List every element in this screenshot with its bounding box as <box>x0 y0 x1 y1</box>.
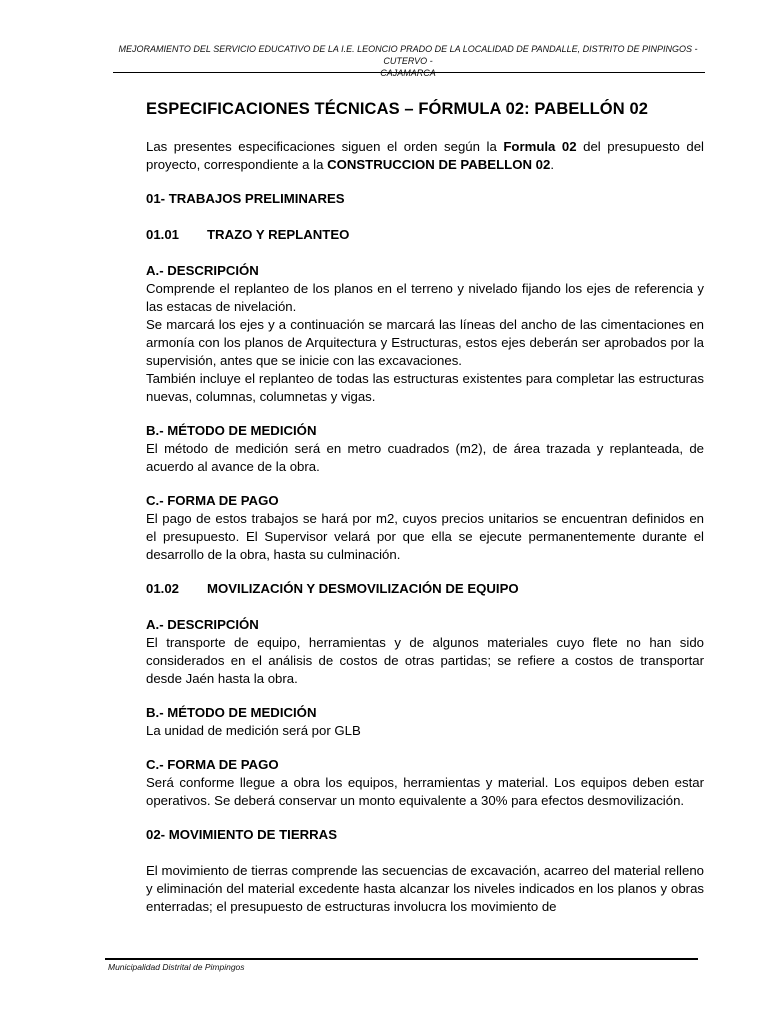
item-0101-description-heading: A.- DESCRIPCIÓN <box>146 263 259 278</box>
item-0101-number: 01.01 <box>146 227 180 242</box>
item-0101-payment-heading: C.- FORMA DE PAGO <box>146 493 279 508</box>
footer-divider <box>105 958 698 960</box>
intro-text-2: del presupuesto del proyecto, correspondiente a la <box>146 139 704 172</box>
item-0102-description-heading: A.- DESCRIPCIÓN <box>146 617 259 632</box>
intro-bold-2: CONSTRUCCION DE PABELLON 02 <box>327 157 551 172</box>
item-0102-heading <box>146 580 704 598</box>
item-0102-method-text: La unidad de medición será por GLB <box>146 723 361 738</box>
item-0102-method-heading: B.- MÉTODO DE MEDICIÓN <box>146 705 317 720</box>
section-02-title: 02- MOVIMIENTO DE TIERRAS <box>146 827 337 842</box>
item-0101-title: TRAZO Y REPLANTEO <box>207 227 350 242</box>
header-line-1: MEJORAMIENTO DEL SERVICIO EDUCATIVO DE LA I.E. LEONCIO PRADO DE LA LOCALIDAD DE PANDALLE, DISTRITO DE PINPINGOS - CUTERVO - <box>118 44 698 66</box>
intro-bold-1: Formula 02 <box>503 139 577 154</box>
page-footer: Municipalidad Distrital de Pimpingos <box>108 962 245 972</box>
item-0101-description-p3: También incluye el replanteo de todas las estructuras existentes para completar las estructuras nuevas, columnas, columnetas y vigas. <box>146 371 704 404</box>
item-0101-payment-text: El pago de estos trabajos se hará por m2, cuyos precios unitarios se encuentran definidos en el presupuesto. El Supervisor velará por que ella se ejecute permanentemente durante el desarrollo de la obra, hasta su culminación. <box>146 511 704 562</box>
header-divider <box>113 72 705 73</box>
item-0102-payment-heading: C.- FORMA DE PAGO <box>146 757 279 772</box>
item-0101-description-p2: Se marcará los ejes y a continuación se marcará las líneas del ancho de las cimentaciones en armonía con los planos de Arquitectura y Estructuras, estos ejes deberán ser aprobados por la supervisión, antes que se inicie con las excavaciones. <box>146 317 704 368</box>
section-01-title: 01- TRABAJOS PRELIMINARES <box>146 191 345 206</box>
item-0102-description-text: El transporte de equipo, herramientas y de algunos materiales cuyo flete no han sido considerados en el análisis de costos de otras partidas; se refiere a costos de transportar desde Jaén hasta la obra. <box>146 635 704 686</box>
item-0101-description-p1: Comprende el replanteo de los planos en el terreno y nivelado fijando los ejes de referencia y las estacas de nivelación. <box>146 281 704 314</box>
item-0101-method-heading: B.- MÉTODO DE MEDICIÓN <box>146 423 317 438</box>
document-title: ESPECIFICACIONES TÉCNICAS – FÓRMULA 02: PABELLÓN 02 <box>146 100 648 118</box>
document-body <box>146 98 704 916</box>
intro-paragraph <box>146 138 704 174</box>
item-0102-number: 01.02 <box>146 581 180 596</box>
item-0102-payment-text: Será conforme llegue a obra los equipos, herramientas y material. Los equipos deben estar operativos. Se deberá conservar un monto equivalente a 30% para efectos desmovilización. <box>146 775 704 808</box>
item-0102-title: MOVILIZACIÓN Y DESMOVILIZACIÓN DE EQUIPO <box>207 581 519 596</box>
item-0101-method-text: El método de medición será en metro cuadrados (m2), de área trazada y replanteada, de acuerdo al avance de la obra. <box>146 441 704 474</box>
section-02-text: El movimiento de tierras comprende las secuencias de excavación, acarreo del material relleno y eliminación del material excedente hasta alcanzar los niveles indicados en los planos y obras enterradas; el presupuesto de estructuras involucra los movimiento de <box>146 863 704 914</box>
page-header <box>100 43 716 79</box>
header-line-2: CAJAMARCA <box>380 68 436 78</box>
item-0101-heading <box>146 226 704 244</box>
intro-text-1: Las presentes especificaciones siguen el orden según la <box>146 139 504 154</box>
intro-text-3: . <box>550 157 554 172</box>
